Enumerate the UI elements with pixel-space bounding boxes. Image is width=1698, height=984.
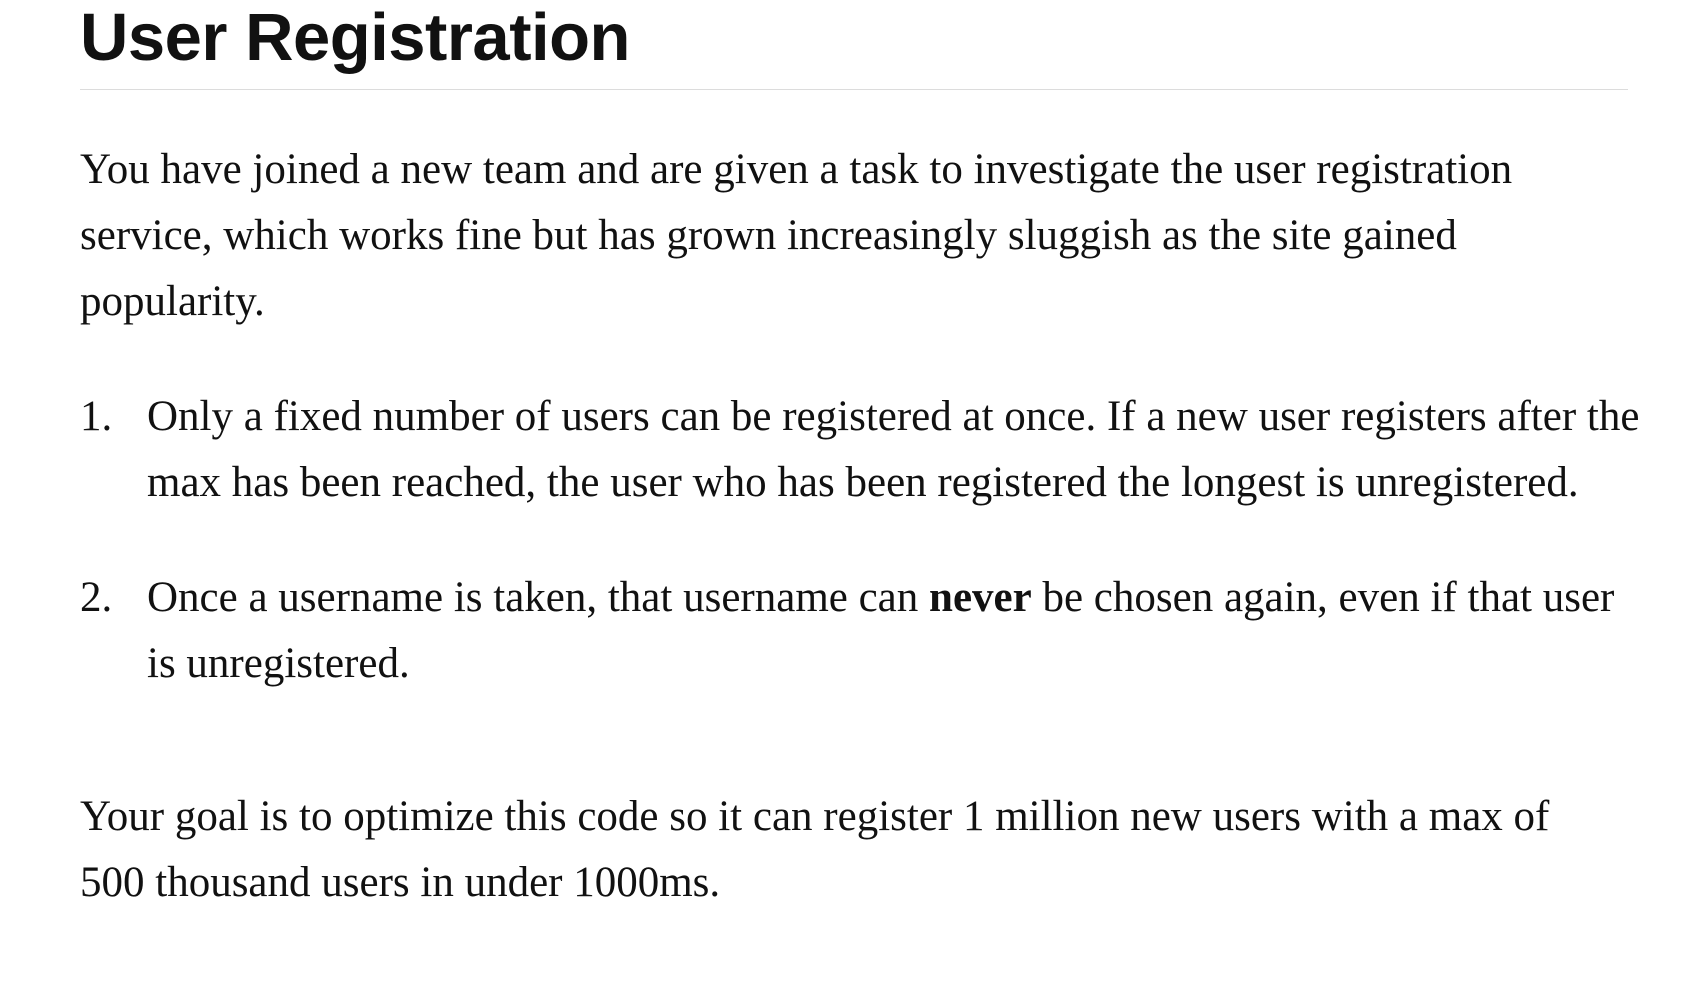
goal-paragraph: Your goal is to optimize this code so it can register 1 million new users with a max of 500 thousand users in under 1000ms. <box>80 793 1550 906</box>
list-item-number: 1. <box>80 393 113 440</box>
list-item <box>80 565 1647 697</box>
document <box>80 0 1640 916</box>
list-item <box>80 384 1647 516</box>
list-item-number: 2. <box>80 574 113 621</box>
rules-list <box>80 384 1640 697</box>
page-title: User Registration <box>80 0 630 75</box>
list-item-text-before: Once a username is taken, that username can <box>147 574 930 621</box>
list-item-text: Only a fixed number of users can be registered at once. If a new user registers after the max has been reached, the user who has been registered the longest is unregistered. <box>147 393 1640 506</box>
list-item-text-after: be chosen again, even if that user is unregistered. <box>147 574 1615 687</box>
intro-paragraph: You have joined a new team and are given a task to investigate the user registration service, which works fine but has grown increasingly sluggish as the site gained popularity. <box>80 146 1513 325</box>
title-divider <box>80 89 1628 90</box>
emphasis-never: never <box>929 574 1032 621</box>
